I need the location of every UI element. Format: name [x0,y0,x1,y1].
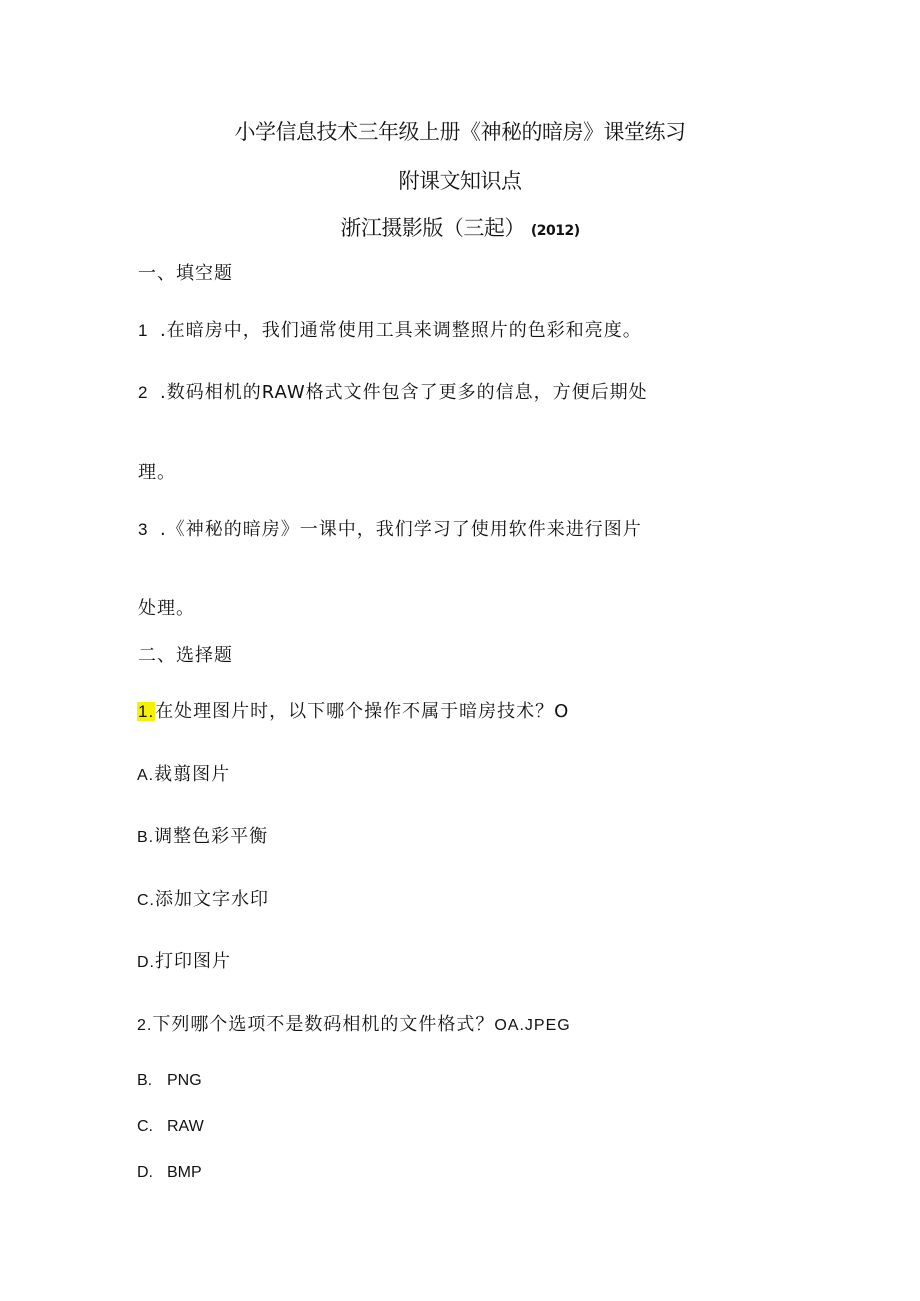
choice-question-2 [137,1010,571,1036]
fill-question-2-continued: 理。 [138,462,176,483]
option-text: 调整色彩平衡 [154,826,269,847]
fill-question-1 [138,316,642,342]
option-letter: B. [137,829,155,846]
option-letter: C. [137,1118,153,1135]
question-number: 2. [137,1017,153,1034]
title-line-2: 附课文知识点 [398,169,522,193]
option-d [137,947,231,973]
option-text: PNG [167,1072,202,1089]
option-b-2 [137,1070,202,1090]
question-number: 2 [138,383,149,402]
choice-question-1 [137,697,569,723]
question-number: 1 [138,321,149,340]
option-c [137,885,269,911]
question-tail: OA.JPEG [494,1017,571,1034]
question-number: 3 [138,520,149,539]
question-text: 下列哪个选项不是数码相机的文件格式？ [152,1014,495,1035]
title-year: (2012) [530,223,580,239]
option-text: BMP [167,1164,202,1181]
highlighted-question-number: 1. [138,702,155,721]
option-text: 打印图片 [155,951,231,972]
option-b [137,822,268,848]
option-c-2 [137,1116,204,1136]
question-text: .《神秘的暗房》一课中，我们学习了使用软件来进行图片 [160,519,642,540]
option-letter: B. [137,1072,153,1089]
fill-question-3 [138,515,642,541]
section-heading-fill-blank: 一、填空题 [138,263,233,284]
option-letter: D. [137,1164,153,1181]
option-text: 裁翦图片 [154,764,231,785]
question-text: 在处理图片时，以下哪个操作不属于暗房技术？O [155,701,570,722]
option-text: 添加文字水印 [155,889,269,910]
option-a [137,760,230,786]
title-line-1: 小学信息技术三年级上册《神秘的暗房》课堂练习 [234,120,686,144]
option-letter: A. [137,767,155,784]
fill-question-2 [138,378,648,404]
question-text: .在暗房中，我们通常使用工具来调整照片的色彩和亮度。 [160,320,642,341]
option-d-2 [137,1162,202,1182]
title-line-3 [0,212,920,242]
option-letter: D. [137,954,155,971]
fill-question-3-continued: 处理。 [138,598,195,619]
question-text: .数码相机的RAW格式文件包含了更多的信息，方便后期处 [160,382,648,403]
option-letter: C. [137,892,155,909]
section-heading-choice: 二、选择题 [138,645,233,666]
title-publisher: 浙江摄影版（三起） [340,216,525,240]
option-text: RAW [167,1118,204,1135]
